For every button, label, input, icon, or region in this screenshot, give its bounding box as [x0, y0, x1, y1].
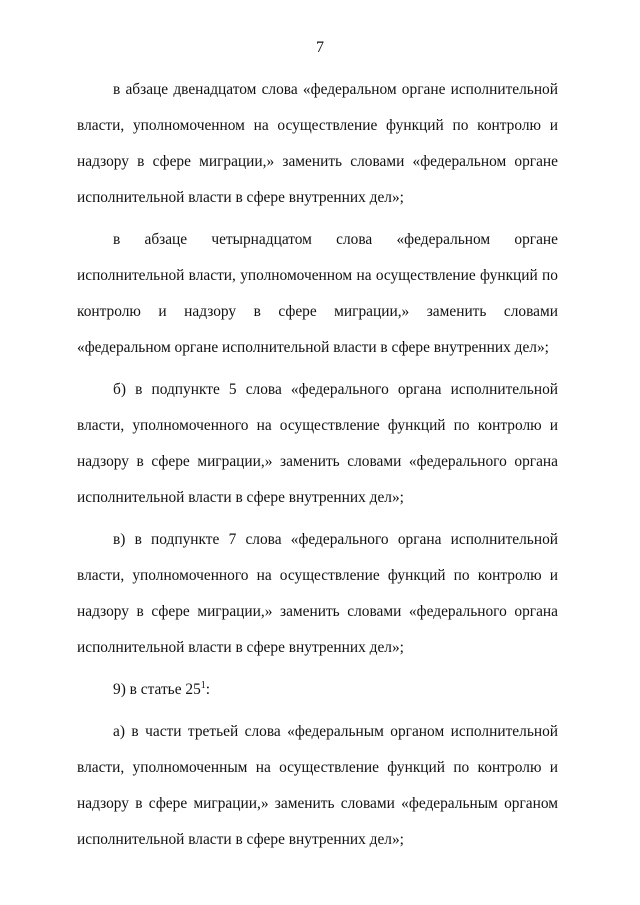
paragraph-part-a: а) в части третьей слова «федеральным органом исполнительной власти, уполномоченным на осуществление функций по контролю и надзору в сфере миграции,» заменить словами «федеральным органом исполнительной власти в сфере внутренних дел»;: [77, 723, 558, 848]
article-heading-superscript: 1: [200, 680, 206, 691]
paragraph-subitem-v: в) в подпункте 7 слова «федерального органа исполнительной власти, уполномоченного на осуществление функций по контролю и надзору в сфере миграции,» заменить словами «федерального органа исполнительной власти в сфере внутренних дел»;: [77, 531, 558, 656]
paragraph-abzac-12: в абзаце двенадцатом слова «федеральном органе исполнительной власти, уполномоченном на осуществление функций по контролю и надзору в сфере миграции,» заменить словами «федеральном органе исполнительной власти в сфере внутренних дел»;: [77, 81, 558, 206]
article-heading-suffix: :: [205, 681, 211, 698]
page-number: 7: [316, 39, 324, 56]
article-heading: [77, 672, 558, 708]
paragraph-subitem-b: б) в подпункте 5 слова «федерального органа исполнительной власти, уполномоченного на осуществление функций по контролю и надзору в сфере миграции,» заменить словами «федерального органа исполнительной власти в сфере внутренних дел»;: [77, 381, 558, 506]
paragraph-abzac-14: в абзаце четырнадцатом слова «федеральном органе исполнительной власти, уполномоченном на осуществление функций по контролю и надзору в сфере миграции,» заменить словами «федеральном органе исполнительной власти в сфере внутренних дел»;: [77, 231, 558, 356]
article-heading-prefix: 9) в статье 25: [113, 681, 201, 698]
document-body: [77, 72, 558, 864]
